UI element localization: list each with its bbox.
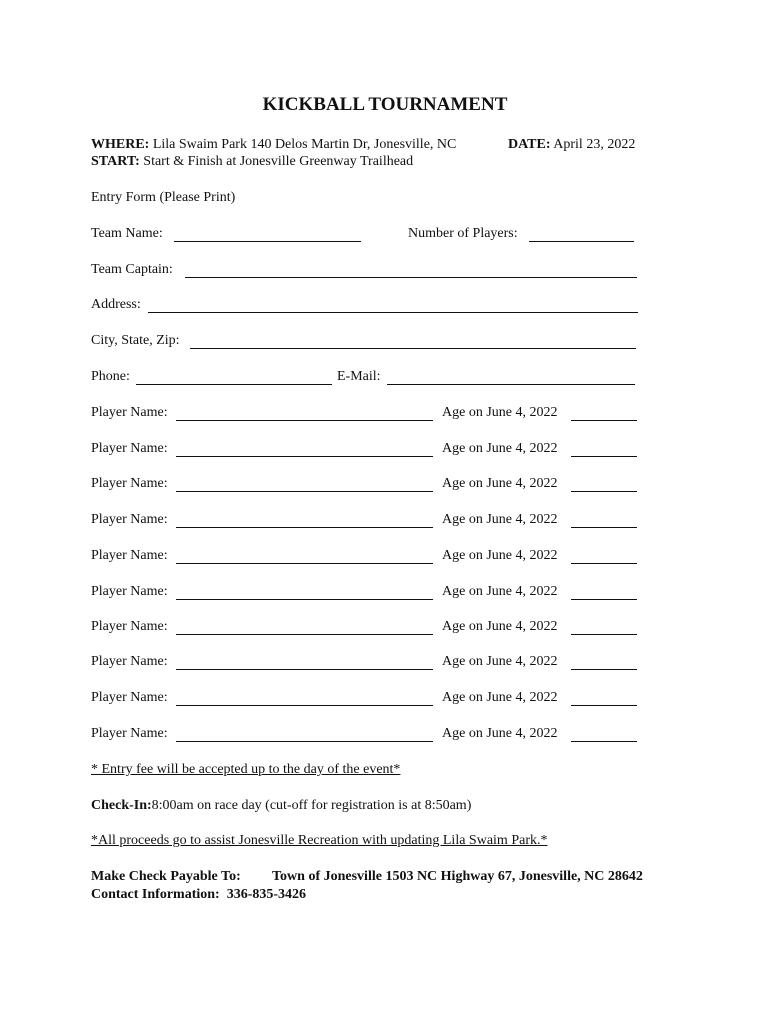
player-age-label: Age on June 4, 2022 — [442, 726, 558, 741]
player-name-label: Player Name: — [91, 619, 168, 634]
player-name-field[interactable] — [176, 669, 433, 670]
payable-label: Make Check Payable To: — [91, 869, 241, 884]
player-age-field[interactable] — [571, 420, 637, 421]
player-age-label: Age on June 4, 2022 — [442, 690, 558, 705]
date-line — [508, 136, 635, 154]
entry-fee-note: * Entry fee will be accepted up to the day of the event* — [91, 762, 401, 777]
proceeds-note: *All proceeds go to assist Jonesville Recreation with updating Lila Swaim Park.* — [91, 833, 548, 848]
player-name-label: Player Name: — [91, 654, 168, 669]
player-name-field[interactable] — [176, 563, 433, 564]
player-age-field[interactable] — [571, 599, 637, 600]
address-label: Address: — [91, 297, 141, 312]
start-label: START: — [91, 154, 140, 169]
num-players-field[interactable] — [529, 241, 634, 242]
player-age-label: Age on June 4, 2022 — [442, 512, 558, 527]
player-name-field[interactable] — [176, 599, 433, 600]
player-name-label: Player Name: — [91, 690, 168, 705]
player-name-field[interactable] — [176, 705, 433, 706]
player-name-field[interactable] — [176, 456, 433, 457]
player-name-label: Player Name: — [91, 512, 168, 527]
where-line — [91, 136, 456, 154]
player-age-field[interactable] — [571, 741, 637, 742]
player-name-label: Player Name: — [91, 405, 168, 420]
player-name-field[interactable] — [176, 491, 433, 492]
email-field[interactable] — [387, 384, 635, 385]
start-value: Start & Finish at Jonesville Greenway Trailhead — [143, 154, 414, 169]
team-name-label: Team Name: — [91, 226, 163, 241]
where-value: Lila Swaim Park 140 Delos Martin Dr, Jonesville, NC — [152, 137, 457, 152]
player-age-label: Age on June 4, 2022 — [442, 476, 558, 491]
phone-field[interactable] — [136, 384, 332, 385]
contact-value: 336-835-3426 — [226, 887, 307, 902]
player-name-label: Player Name: — [91, 548, 168, 563]
player-name-field[interactable] — [176, 741, 433, 742]
team-captain-field[interactable] — [185, 277, 637, 278]
start-line — [91, 153, 413, 171]
contact-line — [91, 886, 306, 904]
player-age-field[interactable] — [571, 705, 637, 706]
player-age-label: Age on June 4, 2022 — [442, 548, 558, 563]
email-label: E-Mail: — [337, 369, 381, 384]
player-age-label: Age on June 4, 2022 — [442, 405, 558, 420]
player-age-label: Age on June 4, 2022 — [442, 584, 558, 599]
player-age-label: Age on June 4, 2022 — [442, 654, 558, 669]
player-name-label: Player Name: — [91, 726, 168, 741]
player-age-label: Age on June 4, 2022 — [442, 619, 558, 634]
team-captain-label: Team Captain: — [91, 262, 173, 277]
where-label: WHERE: — [91, 137, 150, 152]
payable-value: Town of Jonesville 1503 NC Highway 67, Jonesville, NC 28642 — [272, 869, 643, 884]
page-title: KICKBALL TOURNAMENT — [262, 94, 508, 115]
checkin-line — [91, 797, 471, 815]
address-field[interactable] — [148, 312, 638, 313]
player-age-field[interactable] — [571, 669, 637, 670]
team-name-field[interactable] — [174, 241, 361, 242]
contact-label: Contact Information: — [91, 887, 220, 902]
player-name-field[interactable] — [176, 634, 433, 635]
checkin-value: 8:00am on race day (cut-off for registration is at 8:50am) — [151, 798, 472, 813]
entry-form-heading: Entry Form (Please Print) — [91, 190, 236, 205]
player-age-field[interactable] — [571, 456, 637, 457]
num-players-label: Number of Players: — [408, 226, 518, 241]
player-age-label: Age on June 4, 2022 — [442, 441, 558, 456]
player-age-field[interactable] — [571, 634, 637, 635]
checkin-label: Check-In: — [91, 798, 152, 813]
player-name-label: Player Name: — [91, 584, 168, 599]
player-name-field[interactable] — [176, 527, 433, 528]
player-age-field[interactable] — [571, 491, 637, 492]
player-age-field[interactable] — [571, 563, 637, 564]
player-name-label: Player Name: — [91, 441, 168, 456]
player-age-field[interactable] — [571, 527, 637, 528]
city-label: City, State, Zip: — [91, 333, 180, 348]
date-value: April 23, 2022 — [553, 137, 636, 152]
player-name-label: Player Name: — [91, 476, 168, 491]
date-label: DATE: — [508, 137, 551, 152]
phone-label: Phone: — [91, 369, 130, 384]
player-name-field[interactable] — [176, 420, 433, 421]
city-state-zip-field[interactable] — [190, 348, 636, 349]
